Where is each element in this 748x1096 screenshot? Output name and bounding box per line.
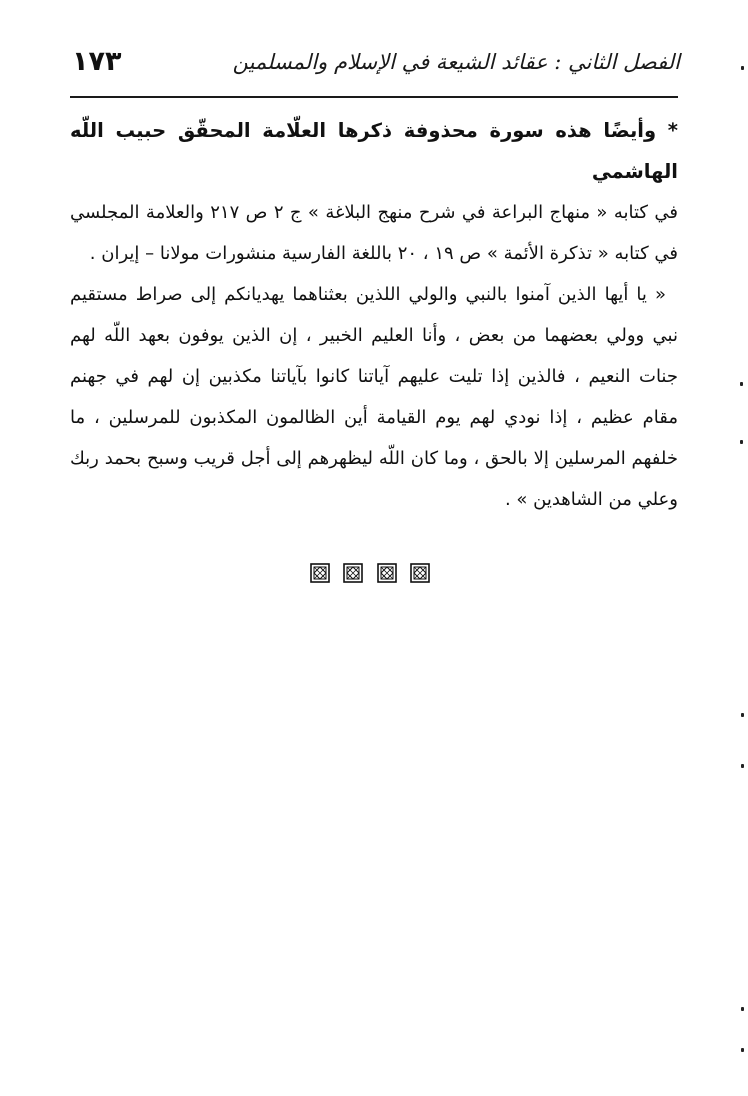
paragraph-intro: * وأيضًا هذه سورة محذوفة ذكرها العلّامة المحقّق حبيب اللّه الهاشمي [70, 119, 678, 183]
section-end-ornaments [310, 563, 430, 585]
page-body [70, 110, 678, 520]
paragraph-citation: في كتابه « منهاج البراعة في شرح منهج البلاغة » ج ٢ ص ٢١٧ والعلامة المجلسي في كتابه « تذكرة الأئمة » ص ١٩ ، ٢٠ باللغة الفارسية منشورات مولانا – إيران . [70, 202, 678, 264]
scan-speck [741, 764, 744, 768]
header-divider [70, 96, 678, 98]
scan-speck [741, 1048, 744, 1052]
page-number: ١٧٣ [72, 46, 122, 77]
scan-speck [740, 382, 743, 386]
page-header [72, 40, 680, 90]
geometric-ornament-icon [343, 563, 363, 583]
scan-speck [741, 1007, 744, 1011]
chapter-title: الفصل الثاني : عقائد الشيعة في الإسلام والمسلمين [232, 50, 680, 74]
paragraph-quote: « يا أيها الذين آمنوا بالنبي والولي اللذين بعثناهما يهديانكم إلى صراط مستقيم نبي وولي بعضهما من بعض ، وأنا العليم الخبير ، إن الذين يوفون بعهد اللّه لهم جنات النعيم ، فالذين إذا تليت عليهم آياتنا كانوا بآياتنا مكذبين إن لهم في جهنم مقام عظيم ، إذا نودي لهم يوم القيامة أين الظالمون المكذبون للمرسلين ، ما خلفهم المرسلين إلا بالحق ، وما كان اللّه ليظهرهم إلى أجل قريب وسبح بحمد ربك وعلي من الشاهدين » . [70, 284, 678, 510]
geometric-ornament-icon [377, 563, 397, 583]
scan-speck [740, 440, 743, 444]
scan-speck [741, 713, 744, 717]
geometric-ornament-icon [410, 563, 430, 583]
scan-speck [741, 66, 744, 70]
geometric-ornament-icon [310, 563, 330, 583]
